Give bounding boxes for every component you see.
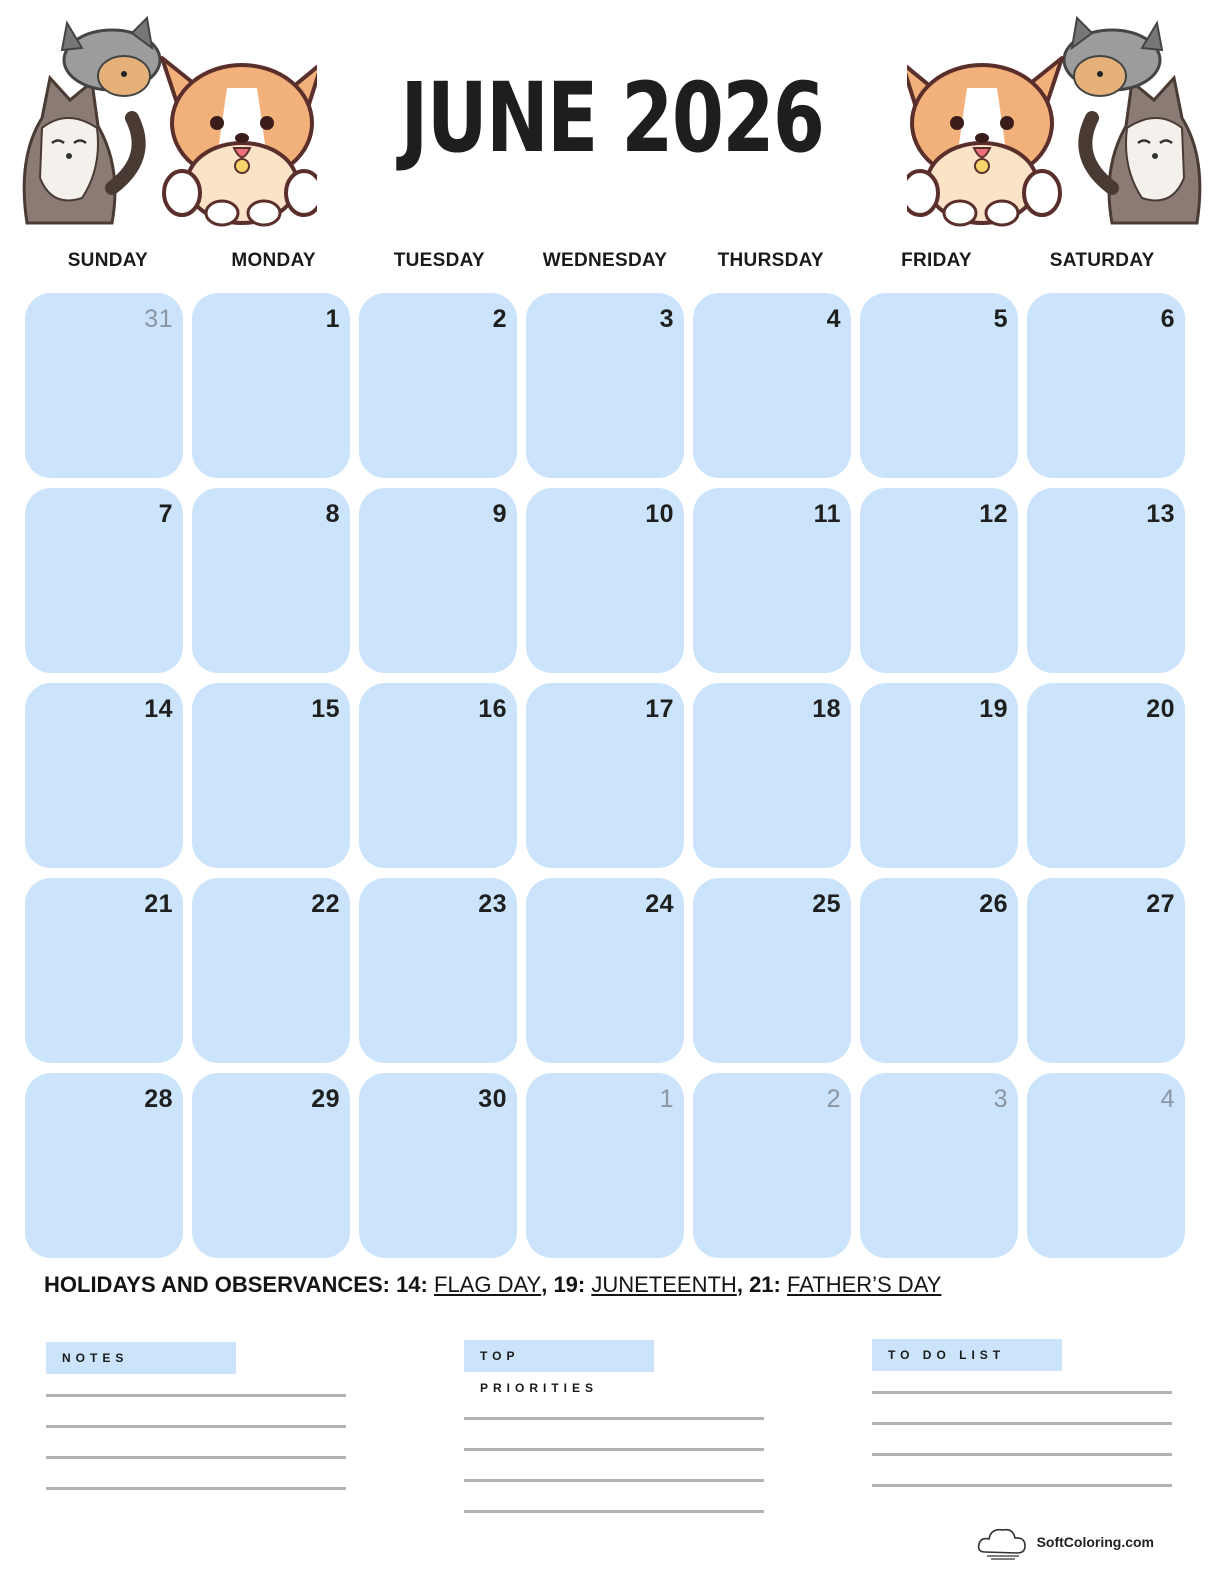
weekday-saturday: SATURDAY (1049, 250, 1155, 271)
calendar-day-cell (860, 293, 1018, 478)
holidays-label: HOLIDAYS AND OBSERVANCES: (44, 1272, 390, 1297)
calendar-day-cell (25, 878, 183, 1063)
day-number: 3 (993, 1085, 1008, 1113)
todo-list-section (872, 1339, 1172, 1515)
day-number: 13 (1146, 500, 1175, 528)
calendar-day-cell (693, 1073, 851, 1258)
calendar-day-cell (359, 488, 517, 673)
day-number: 28 (144, 1085, 173, 1113)
calendar-day-cell (1027, 878, 1185, 1063)
yorkie-dog-illustration (1064, 18, 1162, 96)
weekday-tuesday: TUESDAY (393, 250, 485, 271)
calendar-day-cell (526, 878, 684, 1063)
holidays-line (44, 1272, 941, 1298)
calendar-day-cell (860, 488, 1018, 673)
day-number: 2 (492, 305, 507, 333)
day-number: 4 (1160, 1085, 1175, 1113)
calendar-day-cell (359, 683, 517, 868)
top-priorities-label: TOP PRIORITIES (464, 1340, 654, 1372)
writing-line (46, 1425, 346, 1428)
calendar-day-cell (192, 488, 350, 673)
day-number: 24 (645, 890, 674, 918)
calendar-day-cell (192, 683, 350, 868)
calendar-day-cell (359, 878, 517, 1063)
day-number: 16 (478, 695, 507, 723)
writing-line (872, 1453, 1172, 1456)
calendar-day-cell (526, 488, 684, 673)
writing-line (872, 1422, 1172, 1425)
writing-line (46, 1456, 346, 1459)
calendar-day-cell (1027, 488, 1185, 673)
dogs-illustration-right (907, 8, 1212, 238)
day-number: 10 (645, 500, 674, 528)
calendar-day-cell (192, 878, 350, 1063)
weekday-sunday: SUNDAY (67, 250, 148, 271)
day-number: 2 (826, 1085, 841, 1113)
day-number: 5 (993, 305, 1008, 333)
day-number: 18 (812, 695, 841, 723)
calendar-day-cell (1027, 293, 1185, 478)
calendar-day-cell (693, 293, 851, 478)
holiday-separator: , (736, 1272, 743, 1297)
day-number: 27 (1146, 890, 1175, 918)
day-number: 23 (478, 890, 507, 918)
day-number: 22 (311, 890, 340, 918)
writing-line (464, 1510, 764, 1513)
day-number: 8 (325, 500, 340, 528)
writing-line (464, 1448, 764, 1451)
calendar-day-cell (1027, 1073, 1185, 1258)
calendar-day-cell (192, 293, 350, 478)
calendar-day-cell (25, 293, 183, 478)
todo-list-label: TO DO LIST (872, 1339, 1062, 1371)
calendar-day-cell (25, 488, 183, 673)
weekday-friday: FRIDAY (901, 250, 972, 271)
weekday-thursday: THURSDAY (717, 250, 824, 271)
day-number: 1 (325, 305, 340, 333)
day-number: 9 (492, 500, 507, 528)
day-number: 6 (1160, 305, 1175, 333)
calendar-day-cell (693, 683, 851, 868)
holiday-separator: , (541, 1272, 548, 1297)
day-number: 25 (812, 890, 841, 918)
calendar-day-cell (25, 1073, 183, 1258)
writing-line (872, 1484, 1172, 1487)
day-number: 31 (144, 305, 173, 333)
notes-section (46, 1342, 346, 1518)
calendar-day-cell (526, 293, 684, 478)
day-number: 15 (311, 695, 340, 723)
holiday-date: 19: (553, 1272, 586, 1297)
brand-name: SoftColoring.com (1036, 1534, 1154, 1550)
calendar-grid (25, 293, 1185, 1258)
holiday-name: JUNETEENTH (591, 1272, 737, 1297)
day-number: 20 (1146, 695, 1175, 723)
day-number: 30 (478, 1085, 507, 1113)
calendar-day-cell (25, 683, 183, 868)
writing-line (872, 1391, 1172, 1394)
day-number: 1 (659, 1085, 674, 1113)
husky-dog-illustration (24, 78, 139, 223)
calendar-day-cell (1027, 683, 1185, 868)
weekday-wednesday: WEDNESDAY (542, 250, 668, 271)
holiday-date: 21: (749, 1272, 781, 1297)
day-number: 26 (979, 890, 1008, 918)
day-number: 12 (979, 500, 1008, 528)
day-number: 14 (144, 695, 173, 723)
corgi-dog-illustration (907, 58, 1062, 225)
calendar-day-cell (860, 1073, 1018, 1258)
holiday-date: 14: (396, 1272, 428, 1297)
writing-line (464, 1479, 764, 1482)
day-number: 19 (979, 695, 1008, 723)
brand-logo (975, 1522, 1154, 1562)
writing-line (46, 1394, 346, 1397)
calendar-day-cell (693, 878, 851, 1063)
calendar-day-cell (526, 683, 684, 868)
day-number: 4 (826, 305, 841, 333)
calendar-day-cell (359, 293, 517, 478)
calendar-day-cell (860, 683, 1018, 868)
top-priorities-section (464, 1340, 764, 1541)
day-number: 11 (813, 500, 841, 528)
day-number: 21 (144, 890, 173, 918)
writing-line (46, 1487, 346, 1490)
holiday-name: FATHER’S DAY (786, 1272, 942, 1297)
calendar-day-cell (526, 1073, 684, 1258)
calendar-day-cell (192, 1073, 350, 1258)
day-number: 7 (158, 500, 173, 528)
calendar-day-cell (693, 488, 851, 673)
weekday-header-row (25, 250, 1185, 272)
husky-dog-illustration (1085, 78, 1200, 223)
weekday-monday: MONDAY (231, 250, 316, 271)
page-title: JUNE 2026 (400, 62, 824, 174)
cloud-logo-icon (975, 1522, 1031, 1562)
day-number: 3 (659, 305, 674, 333)
day-number: 29 (311, 1085, 340, 1113)
writing-line (464, 1417, 764, 1420)
calendar-day-cell (860, 878, 1018, 1063)
calendar-day-cell (359, 1073, 517, 1258)
notes-label: NOTES (46, 1342, 236, 1374)
day-number: 17 (645, 695, 674, 723)
holiday-name: FLAG DAY (434, 1272, 542, 1297)
